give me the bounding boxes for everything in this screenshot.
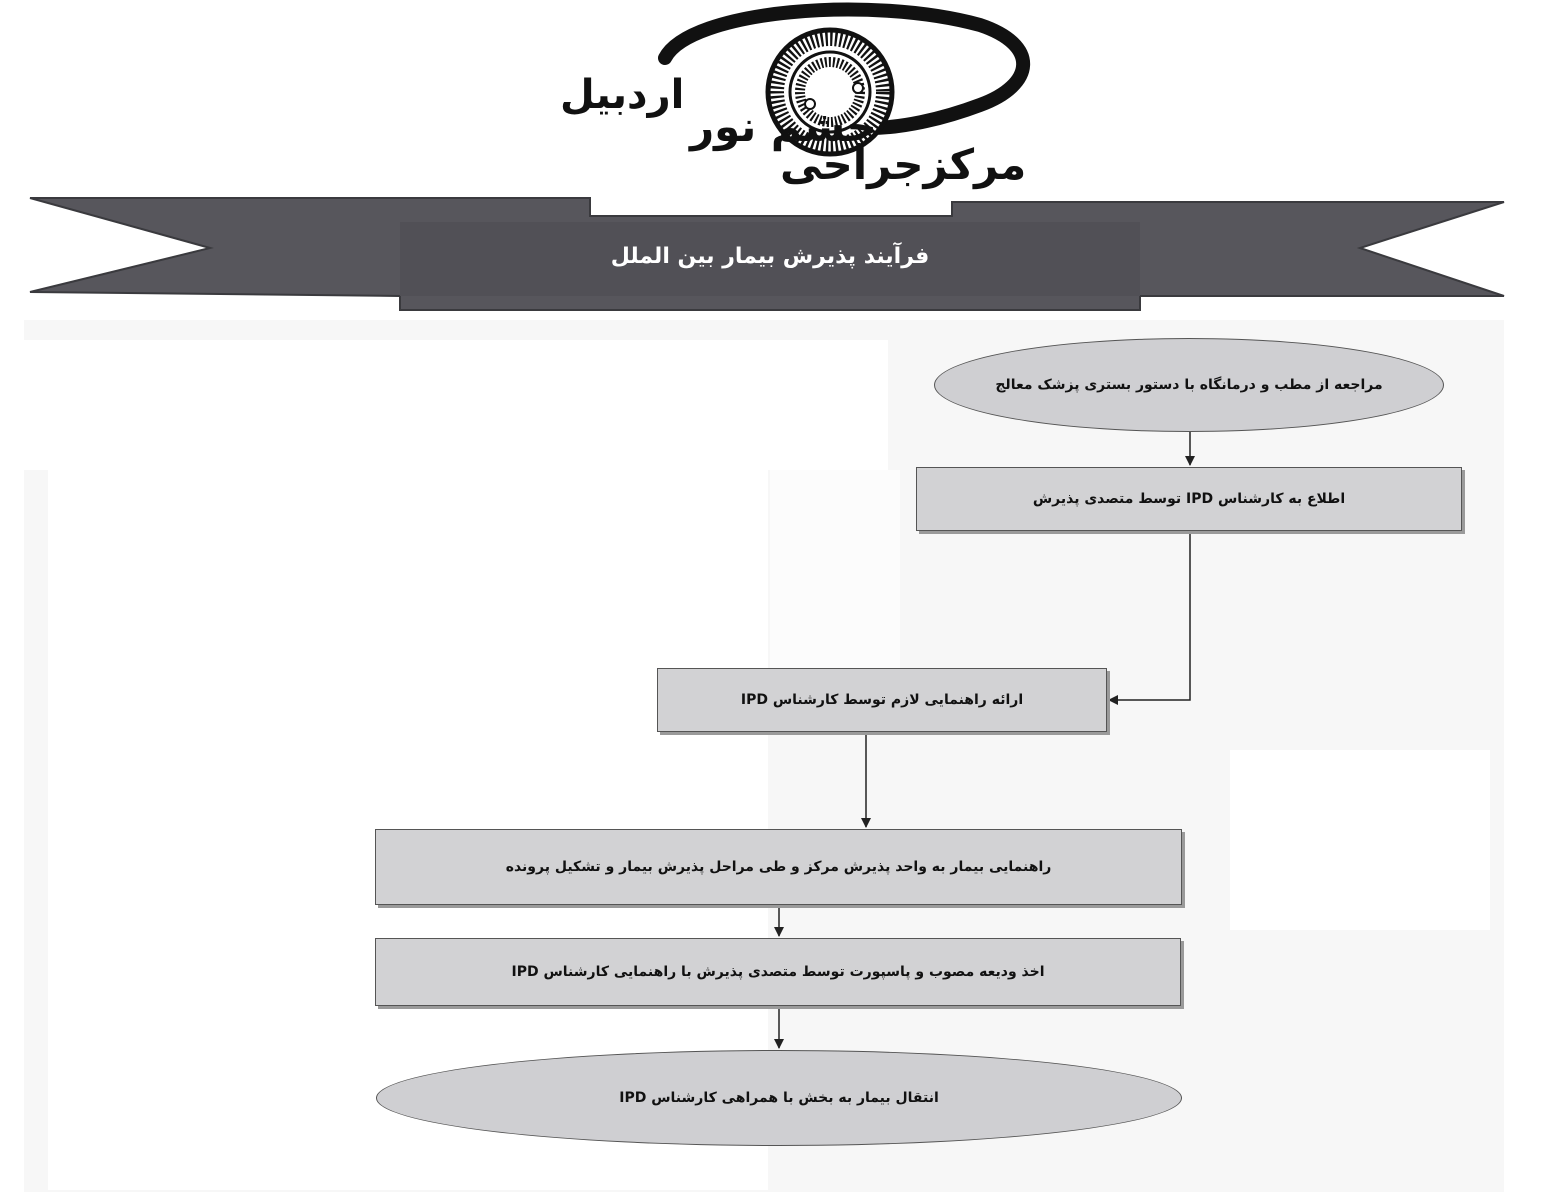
logo-text-surgery-center: مرکزجراحی: [780, 140, 1027, 189]
flow-step-label: اطلاع به کارشناس IPD توسط متصدی پذیرش: [1032, 491, 1346, 507]
flow-step-notify-ipd: [916, 467, 1462, 531]
flow-step-admission-guidance: [375, 829, 1182, 905]
flow-step-deposit-passport: [375, 938, 1181, 1006]
banner-title: فرآیند پذیرش بیمار بین الملل: [610, 244, 930, 269]
flow-step-end: [376, 1050, 1182, 1146]
flow-step-start: [934, 338, 1444, 432]
flow-step-label: انتقال بیمار به بخش با همراهی کارشناس IPD: [619, 1090, 939, 1106]
flow-step-label: راهنمایی بیمار به واحد پذیرش مرکز و طی مراحل پذیرش بیمار و تشکیل پرونده: [505, 859, 1052, 875]
flow-step-ipd-guidance: [657, 668, 1107, 732]
flow-step-label: اخذ ودیعه مصوب و پاسپورت توسط متصدی پذیرش با راهنمایی کارشناس IPD: [511, 964, 1045, 980]
flow-step-label: مراجعه از مطب و درمانگاه با دستور بستری پزشک معالج: [995, 377, 1383, 393]
logo-text-city: اردبیل: [560, 72, 685, 118]
logo-text-center-name: چشم نور: [690, 102, 877, 151]
flow-step-label: ارائه راهنمایی لازم توسط کارشناس IPD: [740, 692, 1024, 708]
